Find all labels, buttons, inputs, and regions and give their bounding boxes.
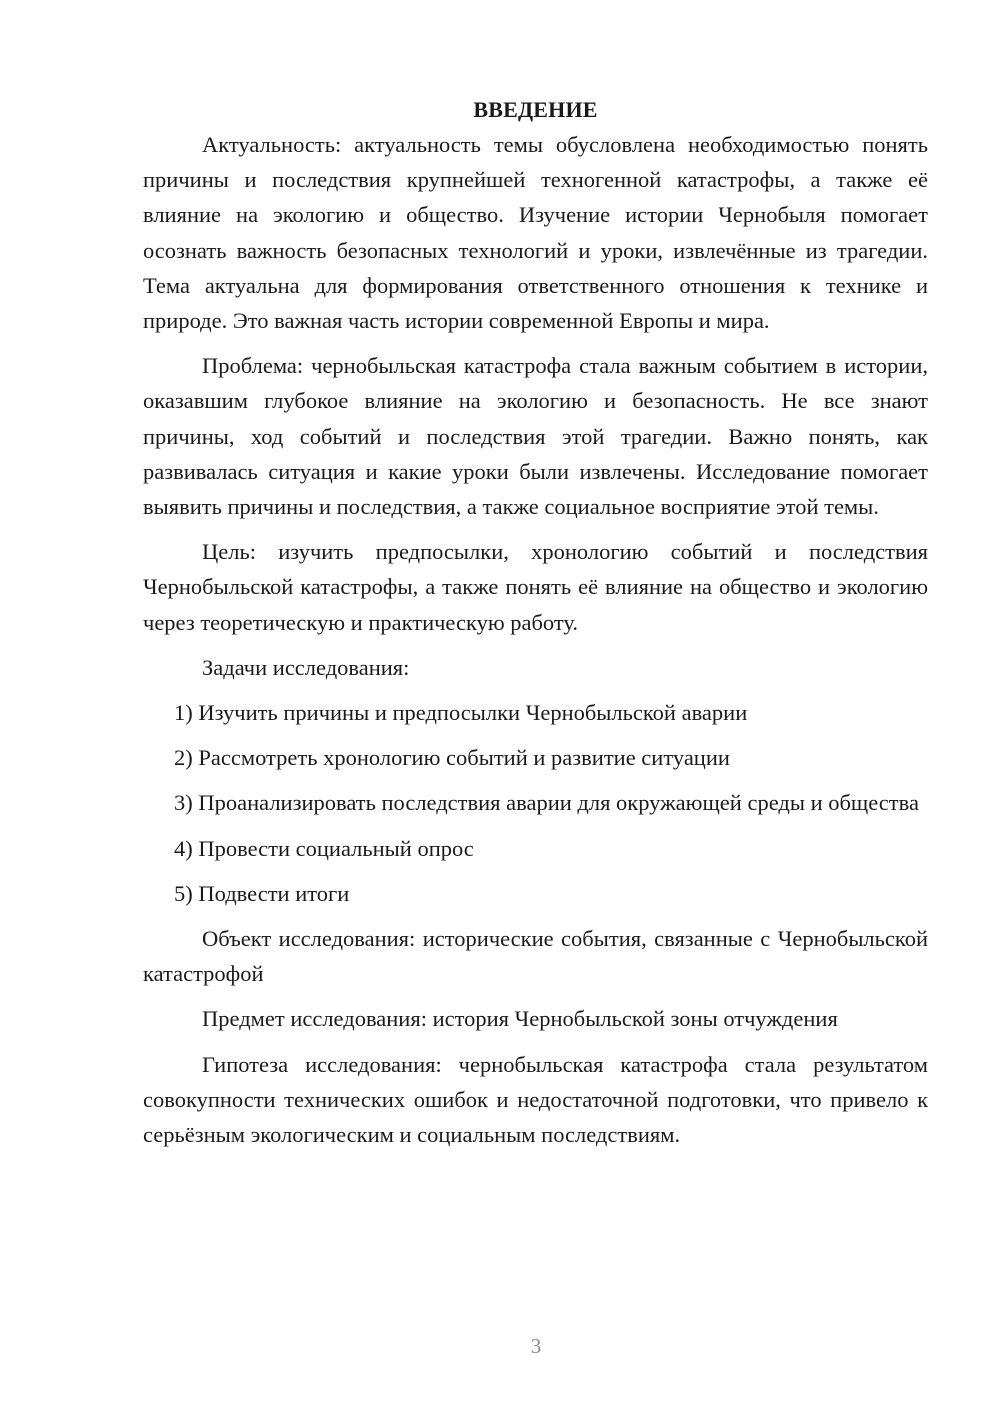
tasks-heading: Задачи исследования: <box>202 654 410 680</box>
task-item-5: 5) Подвести итоги <box>174 880 350 906</box>
problem-paragraph: Проблема: чернобыльская катастрофа стала важным событием в истории, оказавшим глубокое влияние на экологию и безопасность. Не все знают причины, ход событий и последствия этой трагедии. Важно понять, как развивалась ситуация и какие уроки были извлечены. Исследование помогает выявить причины и последствия, а также социальное восприятие этой темы. <box>143 353 928 520</box>
goal-paragraph: Цель: изучить предпосылки, хронологию событий и последствия Чернобыльской катастрофы, а также понять её влияние на общество и экологию через теоретическую и практическую работу. <box>143 539 928 635</box>
document-title: ВВЕДЕНИЕ <box>473 97 598 122</box>
object-paragraph: Объект исследования: исторические события, связанные с Чернобыльской катастрофой <box>143 926 928 987</box>
page-number: 3 <box>530 1334 542 1358</box>
relevance-paragraph: Актуальность: актуальность темы обусловлена необходимостью понять причины и последствия крупнейшей техногенной катастрофы, а также её влияние на экологию и общество. Изучение истории Чернобыля помогает осознать важность безопасных технологий и уроки, извлечённые из трагедии. Тема актуальна для формирования ответственного отношения к технике и природе. Это важная часть истории современной Европы и мира. <box>143 132 928 334</box>
task-item-1: 1) Изучить причины и предпосылки Чернобыльской аварии <box>174 700 748 726</box>
hypothesis-paragraph: Гипотеза исследования: чернобыльская катастрофа стала результатом совокупности технических ошибок и недостаточной подготовки, что привело к серьёзным экологическим и социальным последствиям. <box>143 1051 928 1148</box>
subject-paragraph: Предмет исследования: история Чернобыльской зоны отчуждения <box>202 1006 838 1032</box>
task-item-4: 4) Провести социальный опрос <box>174 835 474 861</box>
task-item-2: 2) Рассмотреть хронологию событий и развитие ситуации <box>174 745 730 771</box>
tasks-list <box>143 695 928 911</box>
document-page <box>143 92 928 1152</box>
task-item-3: 3) Проанализировать последствия аварии для окружающей среды и общества <box>174 790 919 816</box>
